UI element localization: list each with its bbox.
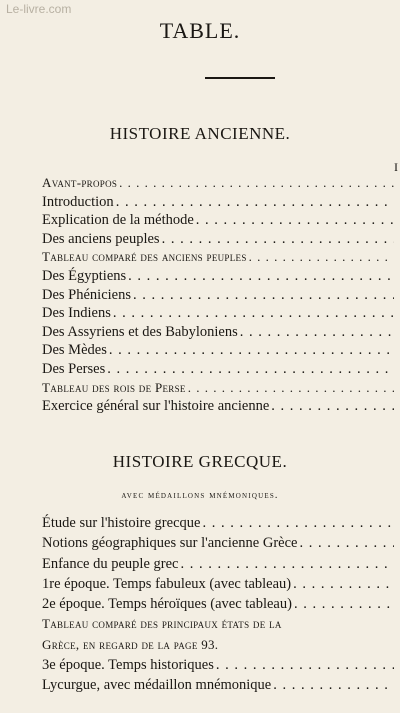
toc-entry: 3e époque. Temps historiques . . .	[42, 655, 394, 675]
toc-entry: 1re époque. Temps fabuleux (avec tableau) . . .	[42, 574, 394, 594]
toc-entry: Étude sur l'histoire grecque . . .	[42, 513, 394, 533]
toc-entry: Lycurgue, avec médaillon mnémonique . . .	[42, 675, 394, 695]
toc-list-greek	[42, 513, 394, 696]
toc-entry: Explication de la méthode . . .	[42, 211, 394, 230]
toc-entry: Des Mèdes . . .	[42, 341, 394, 360]
watermark: Le-livre.com	[6, 2, 72, 16]
title-divider	[205, 77, 275, 79]
toc-entry: Enfance du peuple grec . . .	[42, 554, 394, 574]
toc-entry: Des Assyriens et des Babyloniens . . .	[42, 323, 394, 342]
toc-entry: Des Égyptiens . . .	[42, 267, 394, 286]
toc-entry: Exercice général sur l'histoire ancienne . . .	[42, 397, 394, 416]
toc-entry: Des Perses . . .	[42, 360, 394, 379]
page-title: TABLE.	[159, 18, 241, 43]
toc-entry: Notions géographiques sur l'ancienne Grèce . . .	[42, 533, 394, 553]
toc-entry: Introduction . . .	[42, 193, 394, 212]
margin-mark: I	[394, 160, 398, 174]
toc-entry: Tableau des rois de Perse . . .	[42, 379, 394, 398]
toc-entry: Avant-propos . . .	[42, 174, 394, 193]
toc-entry: 2e époque. Temps héroïques (avec tableau) . . .	[42, 594, 394, 614]
toc-entry: Des Indiens . . .	[42, 304, 394, 323]
toc-entry: Tableau comparé des principaux états de la	[42, 616, 282, 632]
section-subheading-greek: avec médaillons mnémoniques.	[121, 490, 279, 501]
toc-list-ancient	[42, 174, 394, 416]
section-heading-ancient: HISTOIRE ANCIENNE.	[109, 124, 291, 143]
section-heading-greek: HISTOIRE GRECQUE.	[112, 452, 288, 471]
toc-entry: Des Phéniciens . . .	[42, 286, 394, 305]
toc-entry: Des anciens peuples . . .	[42, 230, 394, 249]
toc-entry: Grèce, en regard de la page 93.	[42, 636, 219, 652]
toc-entry: Tableau comparé des anciens peuples . . .	[42, 248, 394, 267]
